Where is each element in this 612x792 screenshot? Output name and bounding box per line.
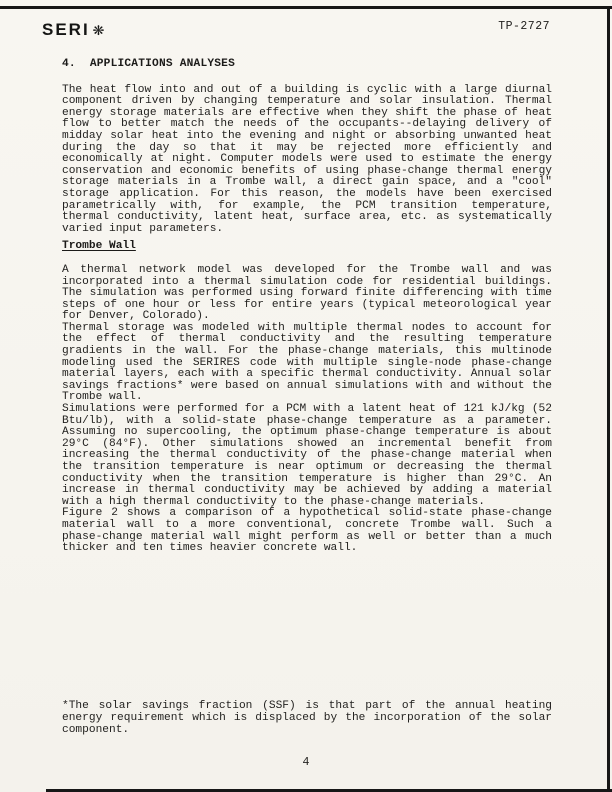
- sunburst-icon: ❋: [92, 18, 105, 41]
- paragraph-trombe-2: Thermal storage was modeled with multiple thermal nodes to account for the effect of thermal conductivity and the resulting temperature gradients in the wall. For the phase-change materials, this multinode modeling used the SERIRES code with multiple single-node phase-change material layers, each with a specific thermal conductivity. Annual solar savings fractions* were based on annual simulations with and without the Trombe wall.: [62, 321, 552, 404]
- section-title: APPLICATIONS ANALYSES: [89, 58, 236, 70]
- paragraph-trombe-4: Figure 2 shows a comparison of a hypothetical solid-state phase-change material wall to a more conventional, concrete Trombe wall. Such a phase-change material wall might perform as well or better than a much thicker and ten times heavier concrete wall.: [62, 507, 552, 555]
- page-body: [62, 59, 552, 555]
- scan-edge-right: [607, 6, 610, 792]
- subsection-heading-trombe-wall: Trombe Wall: [62, 240, 136, 253]
- seri-logo: [42, 20, 104, 40]
- report-number: TP-2727: [498, 20, 550, 33]
- page-number: 4: [302, 756, 310, 769]
- seri-logo-text: SERI: [42, 20, 90, 39]
- paragraph-intro: The heat flow into and out of a building is cyclic with a large diurnal component driven by changing temperature and solar insulation. Thermal energy storage materials are effective when they shift the phase of heat flow to better match the needs of the occupants--delaying delivery of midday solar heat into the evening and night or absorbing unwanted heat during the day so that it may be rejected more efficiently and economically at night. Computer models were used to estimate the energy conservation and economic benefits of using phase-change thermal energy storage materials in a Trombe wall, a direct gain space, and a "cool" storage application. For this reason, the models have been exercised parametrically with, for example, the PCM transition temperature, thermal conductivity, latent heat, surface area, etc. as systematically varied input parameters.: [62, 83, 552, 235]
- section-number: 4.: [62, 58, 76, 70]
- section-heading: [62, 59, 552, 71]
- footnote: *The solar savings fraction (SSF) is that part of the annual heating energy requirement which is displaced by the incorporation of the solar component.: [62, 700, 552, 737]
- paragraph-trombe-1: A thermal network model was developed for the Trombe wall and was incorporated into a thermal simulation code for residential buildings. The simulation was performed using forward finite differencing with time steps of one hour or less for entire years (typical meteorological year for Denver, Colorado).: [62, 263, 552, 323]
- scan-edge-top: [0, 6, 612, 9]
- paragraph-trombe-3: Simulations were performed for a PCM with a latent heat of 121 kJ/kg (52 Btu/lb), with a solid-state phase-change temperature as a parameter. Assuming no supercooling, the optimum phase-change temperature is about 29°C (84°F). Other simulations showed an incremental benefit from increasing the thermal conductivity of the phase-change material when the transition temperature is near optimum or decreasing the thermal conductivity when the transition temperature is higher than 29°C. An increase in thermal conductivity may be achieved by adding a material with a high thermal conductivity to the phase-change materials.: [62, 403, 552, 508]
